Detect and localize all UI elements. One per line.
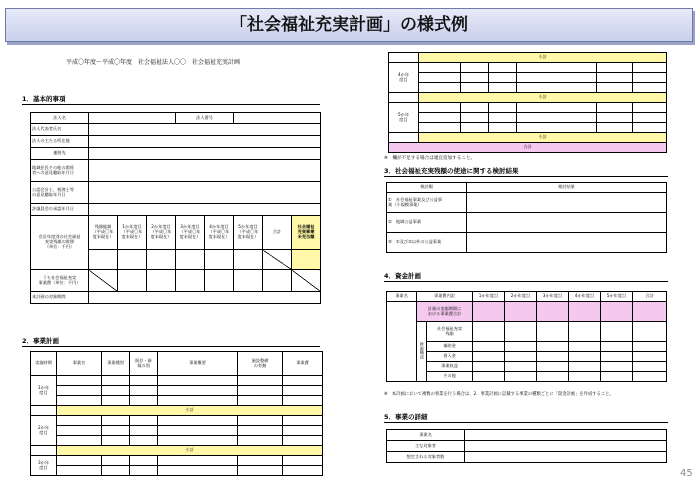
amount-y5 [234, 250, 263, 270]
corp-name-label: 法人名 [31, 113, 89, 124]
section5-heading: 5．事業の詳細 [384, 413, 428, 421]
business-plan-table [30, 351, 323, 476]
y1-subtotal: 小計 [57, 406, 323, 416]
h-summary: 事業概要 [158, 352, 238, 376]
portion-total [263, 270, 292, 292]
representative-label: 法人代表者氏名 [31, 124, 89, 136]
fund-src1: 社会福祉充実 残額 [427, 322, 473, 342]
fund-src2: 補助金 [427, 342, 473, 352]
portion-y1 [118, 270, 147, 292]
details-name-label: 事業名 [387, 430, 465, 441]
fund-src4: 事業収益 [427, 362, 473, 372]
y4-label: 4か年 度目 [389, 63, 419, 93]
fund-h-y5: 5か年度目 [601, 292, 633, 302]
contact-value [89, 148, 321, 160]
h-facility: 施設整備 の有無 [238, 352, 283, 376]
fund-source-label: 財源構成 [417, 322, 427, 382]
funding-table [386, 291, 667, 382]
fund-plan-total-label: 計画の実施期間に おける事業費合計 [417, 302, 473, 322]
fund-h-y4: 4か年度目 [569, 292, 601, 302]
council-value [89, 204, 321, 216]
details-target-label: 主な対象者 [387, 441, 465, 452]
y5-subtotal: 小計 [419, 133, 667, 143]
h-new: 既存・新 規の別 [130, 352, 158, 376]
corp-number-value [234, 113, 321, 124]
y5-label: 5か年 度目 [389, 103, 419, 133]
review-row2: ② 地域公益事業 [387, 213, 467, 233]
corp-number-label: 法人番号 [176, 113, 234, 124]
col-unallocated: 社会福祉 充実事業 未充当額 [292, 216, 321, 250]
h-name: 事業名 [57, 352, 102, 376]
section2-heading: 2．事業計画 [22, 337, 60, 345]
col-before: 残額総額 （平成〇年 度末現在） [89, 216, 118, 250]
portion-before-diag [89, 270, 118, 292]
right-top-note: ※ 欄が不足する場合は適宜追加すること。 [384, 156, 476, 161]
y3-label: 3か年 度目 [31, 456, 57, 476]
page-number: 45 [680, 468, 693, 479]
office-label: 法人の主たる所在地 [31, 136, 89, 148]
contact-label: 連絡先 [31, 148, 89, 160]
section3-rule [384, 176, 668, 177]
col-year3: 3か年度目 （平成〇年 度末現在） [176, 216, 205, 250]
funding-note: ※ 本計画において複数の事業を行う場合は、2．事業計画に記載する事業の種類ごとに「資金計画」を作成すること。 [384, 392, 614, 397]
h-period: 実施時期 [31, 352, 57, 376]
col-year4: 4か年度目 （平成〇年 度末現在） [205, 216, 234, 250]
y2-label: 2か年 度目 [31, 416, 57, 446]
fund-h-y2: 2か年度目 [505, 292, 537, 302]
y3-subtotal: 小計 [419, 53, 667, 63]
col-year5: 5か年度目 （平成〇年 度末現在） [234, 216, 263, 250]
amount-total-diag [263, 250, 292, 270]
amount-y4 [205, 250, 234, 270]
amount-y3 [176, 250, 205, 270]
h-type: 事業種別 [102, 352, 130, 376]
fund-h-y3: 3か年度目 [537, 292, 569, 302]
section4-rule [384, 281, 668, 282]
fund-src3: 借入金 [427, 352, 473, 362]
section4-heading: 4．資金計画 [384, 272, 422, 280]
cpa-label: 公認会計士、税理士等 の意見聴取年月日 [31, 182, 89, 204]
review-h-result: 検討結果 [467, 183, 667, 193]
section3-heading: 3．社会福祉充実残額の使途に関する検討結果 [384, 167, 519, 175]
details-table [386, 429, 667, 463]
col-year1: 1か年度目 （平成〇年 度末現在） [118, 216, 147, 250]
amount-label: 会計年度別の社会福祉 充実残額の推移 （単位：千円） [31, 216, 89, 270]
portion-y5 [234, 270, 263, 292]
residents-value [89, 160, 321, 182]
business-plan-continued [388, 52, 667, 153]
review-row1: ① 社会福祉事業及び公益事 業（小規模事業） [387, 193, 467, 213]
amount-unallocated [292, 250, 321, 270]
fund-src5: その他 [427, 372, 473, 382]
fund-h-name: 事業名 [387, 292, 417, 302]
cpa-value [89, 182, 321, 204]
page-title: 「社会福祉充実計画」の様式例 [5, 8, 693, 42]
amount-y2 [147, 250, 176, 270]
amount-y1 [118, 250, 147, 270]
fund-name-cell [387, 302, 417, 382]
portion-y4 [205, 270, 234, 292]
fund-h-content: 事業費内訳 [417, 292, 473, 302]
period-label: 本計画の対象期間 [31, 292, 89, 304]
grand-total: 合計 [389, 143, 667, 153]
representative-value [89, 124, 321, 136]
h-cost: 事業費 [283, 352, 323, 376]
section1-rule [22, 104, 320, 105]
fund-h-total: 合計 [633, 292, 667, 302]
amount-before [89, 250, 118, 270]
basic-info-table [30, 112, 321, 304]
plan-subtitle: 平成〇年度～平成〇年度 社会福祉法人〇〇 社会福祉充実計画 [66, 59, 241, 66]
y4-subtotal: 小計 [419, 93, 667, 103]
y2-subtotal: 小計 [57, 446, 323, 456]
review-h-item: 検討順 [387, 183, 467, 193]
col-year2: 2か年度目 （平成〇年 度末現在） [147, 216, 176, 250]
period-value [89, 292, 321, 304]
portion-y3 [176, 270, 205, 292]
portion-y2 [147, 270, 176, 292]
col-total: 合計 [263, 216, 292, 250]
portion-label: うち社会福祉充実 事業費（単位：千円） [31, 270, 89, 292]
y1-label: 1か年 度目 [31, 376, 57, 406]
section1-heading: 1．基本的事項 [22, 95, 66, 103]
section5-rule [384, 422, 668, 423]
fund-h-y1: 1か年度目 [473, 292, 505, 302]
corp-name-value [89, 113, 176, 124]
portion-unallocated-diag [292, 270, 321, 292]
review-table [386, 182, 667, 253]
office-value [89, 136, 321, 148]
section2-rule [22, 346, 320, 347]
details-count-label: 想定される対象者数 [387, 452, 465, 463]
review-row3: ③ ①及び②以外の公益事業 [387, 233, 467, 253]
council-label: 評議員会の承認年月日 [31, 204, 89, 216]
residents-label: 地域住民その他の関係 者への意見聴取年月日 [31, 160, 89, 182]
